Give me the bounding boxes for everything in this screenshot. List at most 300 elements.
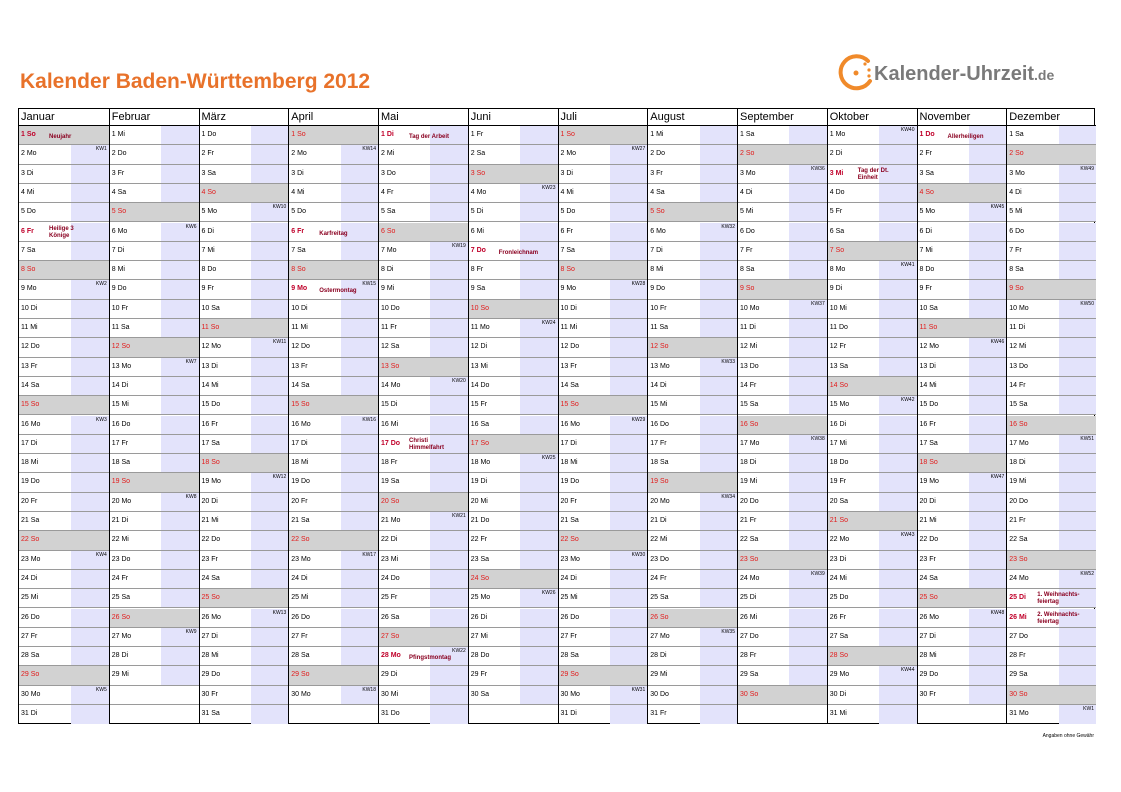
day-cell [19, 377, 109, 396]
day-cell [200, 416, 289, 435]
day-label: 21 Fr [1009, 517, 1026, 524]
month-column-10 [827, 109, 917, 723]
day-cell [1007, 589, 1096, 608]
day-cell [918, 396, 1007, 415]
day-shade [879, 473, 916, 491]
day-shade [341, 358, 378, 376]
day-cell [289, 223, 378, 242]
day-label: 14 Sa [291, 381, 310, 389]
day-cell [289, 319, 378, 338]
day-cell [110, 454, 199, 473]
day-label: 20 Do [740, 497, 759, 505]
day-label: 4 Mi [21, 188, 35, 196]
month-header: Juni [469, 109, 558, 126]
day-cell [738, 531, 827, 550]
day-shade [520, 686, 557, 704]
day-cell [738, 145, 827, 164]
day-label: 29 Fr [470, 671, 488, 679]
day-cell [379, 203, 468, 222]
day-label: 17 So [470, 439, 490, 447]
day-cell [1007, 473, 1096, 492]
week-number: KW24 [541, 320, 556, 326]
day-shade [161, 319, 198, 337]
day-cell [200, 319, 289, 338]
day-label: 24 Di [291, 574, 308, 582]
day-cell [828, 705, 917, 724]
day-label: 9 Fr [919, 285, 932, 293]
day-label: 30 So [740, 690, 759, 698]
month-header: Januar [19, 109, 109, 126]
day-cell [738, 261, 827, 280]
day-label: 25 Sa [111, 594, 131, 602]
day-label: 21 Fr [740, 517, 757, 524]
day-cell [559, 512, 648, 531]
month-header: Mai [379, 109, 468, 126]
day-label: 23 So [1009, 555, 1028, 563]
day-shade [789, 609, 826, 627]
day-cell [648, 358, 737, 377]
day-label: 19 Do [21, 478, 40, 486]
day-shade [161, 165, 198, 183]
day-shade [71, 628, 109, 646]
day-label: 13 Di [201, 362, 218, 370]
day-shade [700, 184, 737, 202]
day-shade [520, 493, 557, 511]
day-cell [1007, 570, 1096, 589]
day-label: 29 Sa [1009, 671, 1028, 679]
day-shade [789, 242, 826, 260]
day-label: 22 Mo [829, 536, 850, 544]
day-label: 12 So [650, 343, 669, 351]
day-label: 30 Do [650, 690, 669, 698]
day-shade [879, 280, 916, 298]
day-label: 3 Fr [650, 169, 663, 177]
day-label: 12 So [111, 343, 131, 351]
day-cell [738, 377, 827, 396]
day-label: 28 Fr [1009, 652, 1026, 660]
day-cell [828, 242, 917, 261]
day-shade [520, 126, 557, 144]
day-label: 16 So [740, 420, 759, 428]
day-cell [379, 280, 468, 299]
day-cell [379, 358, 468, 377]
day-shade [610, 203, 647, 221]
day-label: 26 Mi [740, 613, 758, 621]
day-shade [341, 512, 378, 530]
day-label: 5 Mi [1009, 208, 1023, 216]
day-label: 26 Fr [829, 613, 847, 621]
day-cell [200, 223, 289, 242]
day-cell [828, 512, 917, 531]
day-cell [1007, 203, 1096, 222]
day-cell [110, 396, 199, 415]
week-number: KW40 [900, 127, 915, 133]
day-shade [71, 338, 109, 356]
day-cell [379, 493, 468, 512]
day-shade [610, 223, 647, 241]
day-label: 9 So [740, 285, 755, 293]
day-label: 20 Mo [650, 497, 670, 505]
day-cell [918, 280, 1007, 299]
day-cell [648, 570, 737, 589]
day-cell [828, 570, 917, 589]
day-shade [430, 319, 467, 337]
clock-logo-icon [838, 51, 874, 95]
day-cell [379, 126, 468, 145]
year-calendar-grid [18, 108, 1095, 724]
empty-day-cell [289, 705, 378, 724]
day-shade [430, 145, 467, 163]
day-label: 28 Do [470, 652, 490, 660]
day-label: 12 Fr [829, 343, 847, 351]
week-number: KW25 [541, 455, 556, 462]
day-cell [110, 203, 199, 222]
day-label: 23 Di [829, 555, 847, 563]
day-cell [559, 377, 648, 396]
day-cell [379, 396, 468, 415]
day-cell [559, 165, 648, 184]
day-label: 14 So [829, 381, 849, 389]
day-label: 4 Mi [560, 188, 574, 196]
day-cell [19, 261, 109, 280]
month-column-2 [109, 109, 199, 723]
day-cell [469, 338, 558, 357]
day-shade [789, 454, 826, 472]
day-label: 7 Sa [21, 246, 36, 254]
day-cell [379, 338, 468, 357]
day-cell [648, 551, 737, 570]
day-shade [789, 126, 826, 144]
day-shade [520, 223, 557, 241]
day-label: 19 Do [560, 478, 580, 486]
day-label: 29 Sa [740, 671, 759, 679]
day-label: 23 Mo [291, 555, 311, 563]
day-cell [289, 493, 378, 512]
day-shade [969, 396, 1006, 414]
day-label: 6 Do [1009, 227, 1025, 235]
day-label: 9 Di [829, 285, 843, 293]
day-label: 18 Mi [560, 459, 578, 467]
day-label: 13 Mo [650, 362, 670, 370]
day-cell [1007, 531, 1096, 550]
day-shade [520, 261, 557, 279]
day-shade [251, 686, 288, 704]
day-label: 10 Fr [650, 304, 667, 312]
day-shade [969, 512, 1006, 530]
day-shade [341, 377, 378, 395]
day-label: 30 Fr [919, 690, 936, 698]
day-label: 17 Mo [1009, 439, 1029, 447]
day-cell [738, 280, 827, 299]
day-label: 24 Fr [650, 574, 667, 582]
day-label: 28 Fr [740, 652, 757, 660]
day-cell [1007, 184, 1096, 203]
day-shade [430, 570, 467, 588]
day-label: 6 Sa [829, 227, 845, 235]
day-cell [19, 435, 109, 454]
day-label: 11 Di [1009, 324, 1026, 331]
day-shade [430, 300, 467, 318]
day-cell [110, 666, 199, 685]
week-number: KW22 [452, 648, 466, 655]
day-shade [969, 145, 1006, 163]
day-cell [19, 551, 109, 570]
day-cell [469, 609, 558, 628]
day-cell [648, 242, 737, 261]
day-label: 20 Fr [291, 497, 308, 505]
day-label: 31 Di [21, 710, 38, 717]
day-cell [200, 358, 289, 377]
day-shade [161, 261, 198, 279]
day-shade [879, 145, 916, 163]
day-label: 11 Mi [560, 324, 578, 331]
day-shade [341, 184, 378, 202]
day-label: 26 Do [291, 613, 310, 621]
day-cell [110, 473, 199, 492]
day-label: 10 Di [21, 304, 38, 312]
day-shade [700, 377, 737, 395]
day-shade [1059, 647, 1096, 665]
day-label: 23 Fr [919, 555, 936, 563]
day-shade [520, 531, 557, 549]
day-shade [430, 184, 467, 202]
day-label: 16 Fr [919, 420, 936, 428]
day-label: 19 Mi [740, 478, 758, 486]
day-label: 6 Fr [291, 227, 305, 235]
day-cell [1007, 396, 1096, 415]
day-label: 20 So [381, 497, 400, 505]
day-cell [918, 686, 1007, 705]
day-shade [161, 242, 198, 260]
day-shade [430, 473, 467, 491]
day-cell [559, 416, 648, 435]
day-label: 28 Sa [291, 652, 310, 660]
day-shade [71, 454, 109, 472]
day-cell [200, 512, 289, 531]
day-label: 19 Mi [1009, 478, 1027, 486]
day-cell [200, 126, 289, 145]
day-label: 11 Do [829, 324, 848, 331]
disclaimer: Angaben ohne Gewähr [1042, 733, 1094, 739]
day-label: 22 Sa [1009, 536, 1028, 544]
day-label: 27 Di [919, 632, 936, 640]
day-cell [200, 184, 289, 203]
day-cell [469, 223, 558, 242]
day-cell [19, 396, 109, 415]
day-label: 13 Fr [21, 362, 38, 370]
day-label: 23 Do [650, 555, 669, 563]
day-cell [918, 242, 1007, 261]
day-shade [700, 512, 737, 530]
day-cell [379, 531, 468, 550]
day-cell [1007, 686, 1096, 705]
day-cell [110, 589, 199, 608]
day-cell [469, 184, 558, 203]
week-number: KW42 [900, 397, 915, 404]
day-cell [559, 223, 648, 242]
day-shade [789, 203, 826, 221]
day-shade [251, 531, 288, 549]
day-label: 15 Sa [740, 401, 759, 409]
day-label: 11 Fr [381, 324, 397, 331]
day-cell [1007, 512, 1096, 531]
day-cell [648, 416, 737, 435]
day-label: 29 Mo [829, 671, 850, 679]
day-label: 12 Mo [201, 343, 221, 351]
day-cell [289, 512, 378, 531]
day-label: 16 Mo [560, 420, 580, 428]
day-cell [19, 242, 109, 261]
day-cell [918, 377, 1007, 396]
day-shade [700, 319, 737, 337]
day-label: 13 Do [1009, 362, 1028, 370]
day-label: 29 Do [919, 671, 939, 679]
day-label: 21 Do [470, 517, 490, 524]
day-shade [789, 184, 826, 202]
day-cell [289, 184, 378, 203]
day-shade [789, 473, 826, 491]
day-cell [648, 126, 737, 145]
day-cell [918, 300, 1007, 319]
week-number: KW39 [811, 570, 825, 577]
day-cell [738, 628, 827, 647]
month-header: August [648, 109, 737, 126]
day-cell [469, 300, 558, 319]
day-cell [469, 628, 558, 647]
day-cell [379, 165, 468, 184]
day-label: 15 Sa [1009, 401, 1028, 409]
day-label: 28 Mi [919, 652, 937, 660]
day-shade [520, 473, 557, 491]
day-shade [610, 358, 647, 376]
day-label: 24 So [470, 574, 490, 582]
day-cell [648, 609, 737, 628]
day-label: 14 Mi [201, 381, 219, 389]
day-cell [19, 512, 109, 531]
day-cell [1007, 435, 1096, 454]
day-shade [789, 358, 826, 376]
day-label: 9 Do [650, 285, 666, 293]
day-cell [19, 628, 109, 647]
day-label: 23 Do [111, 555, 131, 563]
day-label: 8 Sa [740, 266, 755, 274]
day-cell [200, 396, 289, 415]
day-cell [469, 473, 558, 492]
day-label: 14 Di [111, 381, 129, 389]
day-shade [1059, 338, 1096, 356]
day-label: 21 Di [650, 517, 667, 524]
day-label: 18 Do [829, 459, 849, 467]
day-label: 11 Mo [470, 324, 490, 331]
day-label: 25 So [201, 594, 220, 602]
day-cell [828, 203, 917, 222]
day-cell [738, 435, 827, 454]
day-shade [789, 319, 826, 337]
day-label: 28 Sa [21, 652, 40, 660]
day-shade [430, 705, 467, 724]
day-shade [251, 666, 288, 684]
day-shade [610, 647, 647, 665]
page-title: Kalender Baden-Württemberg 2012 [20, 70, 371, 93]
day-label: 10 Di [560, 304, 577, 312]
day-cell [469, 242, 558, 261]
day-shade [251, 165, 288, 183]
day-cell [289, 338, 378, 357]
day-cell [200, 338, 289, 357]
day-cell [19, 686, 109, 705]
day-cell [469, 358, 558, 377]
day-label: 25 Mi [560, 594, 578, 602]
day-shade [71, 165, 109, 183]
week-number: KW49 [1080, 165, 1094, 172]
day-label: 12 Di [470, 343, 488, 351]
day-label: 11 So [201, 324, 220, 331]
day-cell [1007, 145, 1096, 164]
day-shade [700, 589, 737, 607]
day-label: 10 Di [291, 304, 308, 312]
day-cell [1007, 358, 1096, 377]
day-shade [341, 473, 378, 491]
day-shade [700, 666, 737, 684]
day-shade [700, 261, 737, 279]
day-cell [648, 338, 737, 357]
day-shade [1059, 184, 1096, 202]
day-label: 12 Mi [740, 343, 758, 351]
day-cell [828, 647, 917, 666]
day-shade [789, 666, 826, 684]
day-label: 21 Mo [381, 517, 401, 524]
day-cell [648, 705, 737, 724]
day-shade [789, 338, 826, 356]
day-label: 13 Mo [111, 362, 132, 370]
day-label: 27 Do [1009, 632, 1028, 640]
day-label: 16 Sa [470, 420, 490, 428]
week-number: KW51 [1080, 435, 1094, 442]
day-cell [828, 416, 917, 435]
day-label: 19 Do [291, 478, 310, 486]
day-label: 10 Fr [111, 304, 129, 312]
week-number: KW44 [900, 667, 915, 674]
day-label: 15 Di [381, 401, 398, 409]
day-cell [469, 319, 558, 338]
day-label: 6 So [381, 227, 396, 235]
day-cell [200, 454, 289, 473]
day-cell [1007, 223, 1096, 242]
day-label: 8 Mi [111, 266, 125, 274]
day-shade [430, 261, 467, 279]
day-cell [828, 551, 917, 570]
day-label: 13 Do [740, 362, 759, 370]
day-cell [1007, 165, 1096, 184]
day-cell [110, 647, 199, 666]
day-label: 8 Mo [829, 266, 846, 274]
day-label: 7 Fr [740, 246, 753, 254]
day-cell [828, 145, 917, 164]
day-label: 9 So [1009, 285, 1024, 293]
day-label: 8 Fr [470, 266, 484, 274]
day-cell [918, 165, 1007, 184]
day-shade [520, 647, 557, 665]
day-label: 8 So [560, 266, 575, 274]
day-cell [918, 628, 1007, 647]
day-cell [379, 551, 468, 570]
day-label: 17 Sa [201, 439, 220, 447]
day-cell [559, 300, 648, 319]
day-cell [289, 589, 378, 608]
brand-logo[interactable] [838, 51, 1078, 99]
month-header: Oktober [828, 109, 917, 126]
day-cell [559, 609, 648, 628]
